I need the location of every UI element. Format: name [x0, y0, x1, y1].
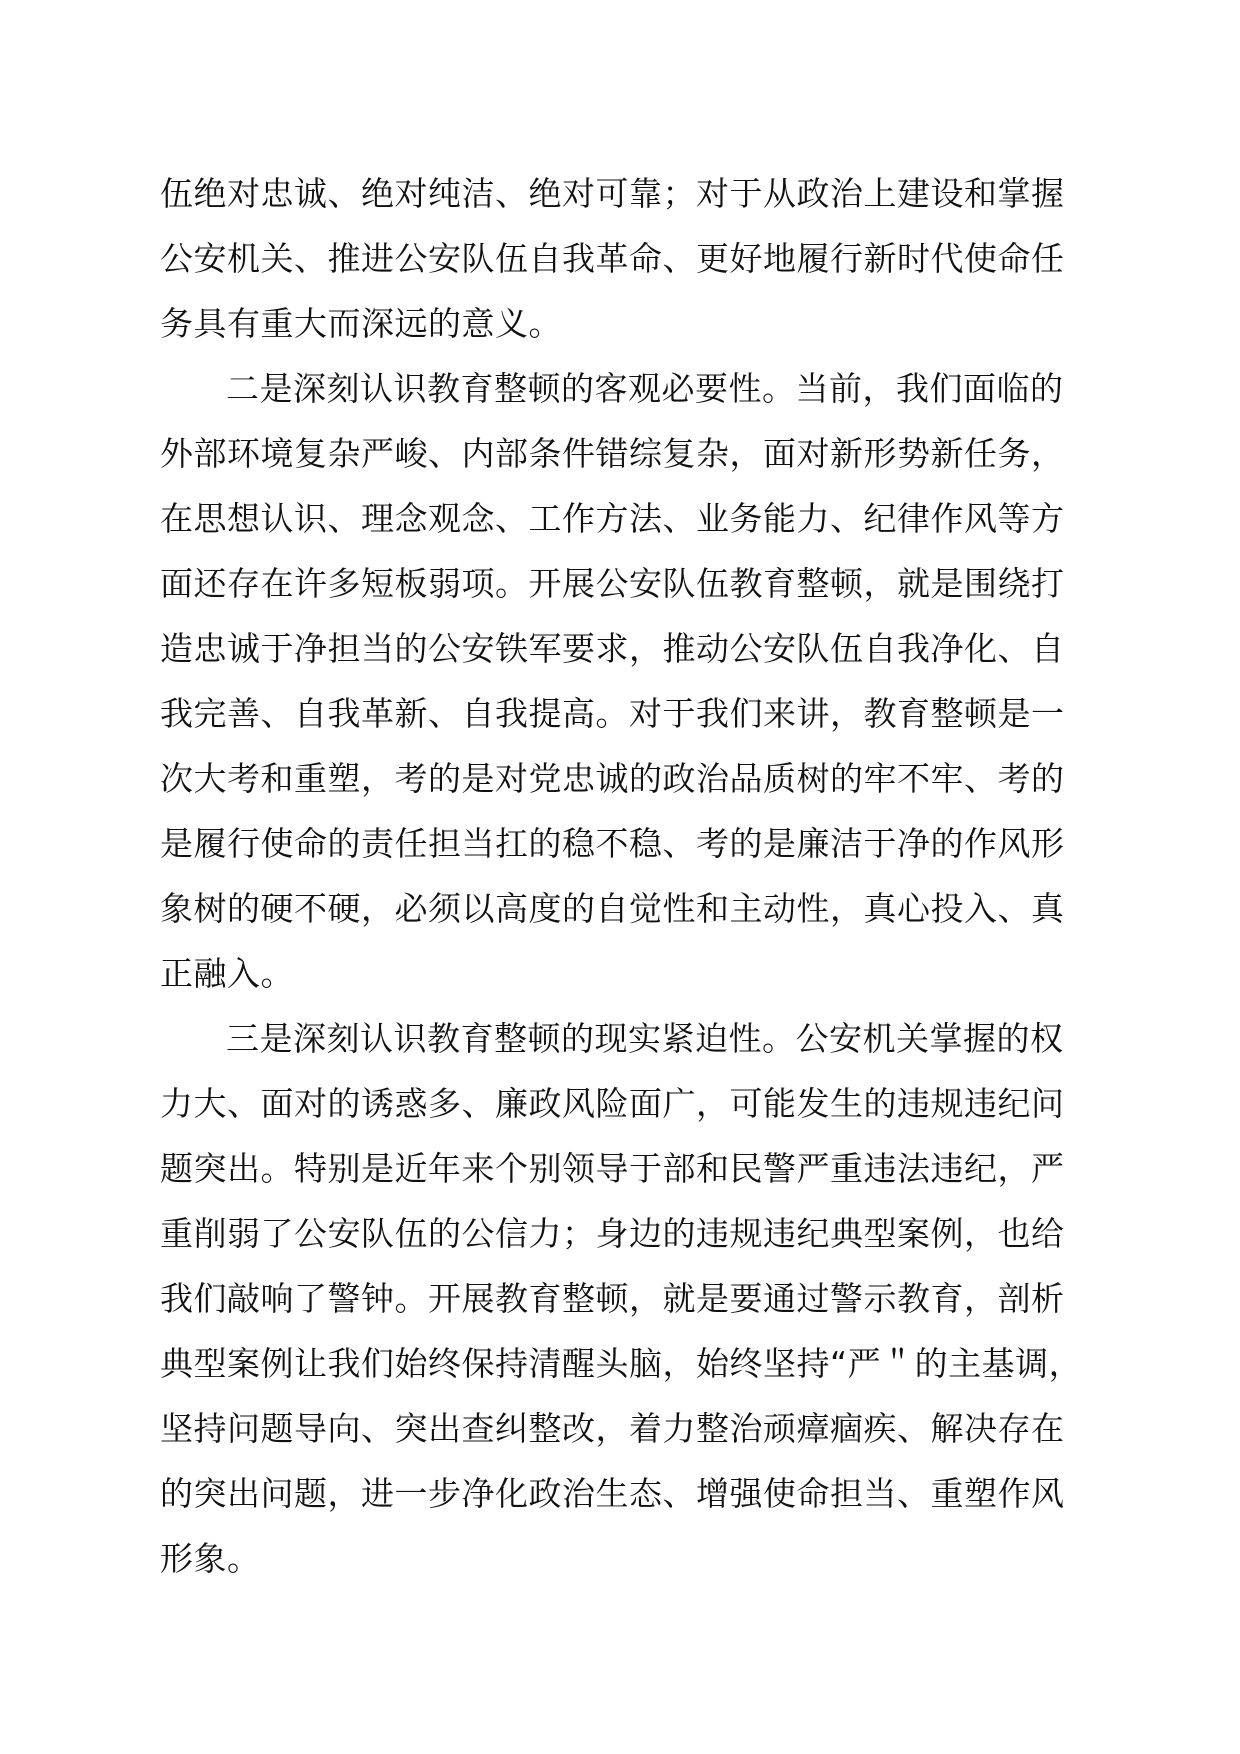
text-line: 是履行使命的责任担当扛的稳不稳、考的是廉洁于净的作风形	[160, 824, 1065, 863]
text-line: 坚持问题导向、突出查纠整改，着力整治顽瘴痼疾、解决存在	[160, 1409, 1065, 1448]
text-line: 典型案例让我们始终保持清醒头脑，始终坚持“严＂的主基调，	[160, 1344, 1083, 1383]
paragraph-start-line: 二是深刻认识教育整顿的客观必要性。当前，我们面临的	[226, 369, 1064, 408]
text-line: 面还存在许多短板弱项。开展公安队伍教育整顿，就是围绕打	[160, 564, 1065, 603]
text-line: 象树的硬不硬，必须以高度的自觉性和主动性，真心投入、真	[160, 889, 1065, 928]
text-line: 力大、面对的诱惑多、廉政风险面广，可能发生的违规违纪问	[160, 1084, 1065, 1123]
text-line: 我完善、自我革新、自我提高。对于我们来讲，教育整顿是一	[160, 694, 1065, 733]
text-line: 外部环境复杂严峻、内部条件错综复杂，面对新形势新任务，	[160, 434, 1065, 473]
text-line: 在思想认识、理念观念、工作方法、业务能力、纪律作风等方	[160, 499, 1065, 538]
text-line: 造忠诚于净担当的公安铁军要求，推动公安队伍自我净化、自	[160, 629, 1065, 668]
text-line: 次大考和重塑，考的是对党忠诚的政治品质树的牢不牢、考的	[160, 759, 1065, 798]
document-body	[160, 161, 1090, 1591]
paragraph-start-line: 三是深刻认识教育整顿的现实紧迫性。公安机关掌握的权	[226, 1019, 1064, 1058]
text-line: 形象。	[160, 1539, 261, 1578]
text-line: 我们敲响了警钟。开展教育整顿，就是要通过警示教育，剖析	[160, 1279, 1065, 1318]
text-line: 的突出问题，进一步净化政治生态、增强使命担当、重塑作风	[160, 1474, 1065, 1513]
text-line: 公安机关、推进公安队伍自我革命、更好地履行新时代使命任	[160, 239, 1065, 278]
text-line: 伍绝对忠诚、绝对纯洁、绝对可靠；对于从政治上建设和掌握	[160, 174, 1065, 213]
text-line: 正融入。	[160, 954, 294, 993]
text-line: 重削弱了公安队伍的公信力；身边的违规违纪典型案例，也给	[160, 1214, 1065, 1253]
text-line: 题突出。特别是近年来个别领导于部和民警严重违法违纪，严	[160, 1149, 1065, 1188]
text-line: 务具有重大而深远的意义。	[160, 304, 562, 343]
